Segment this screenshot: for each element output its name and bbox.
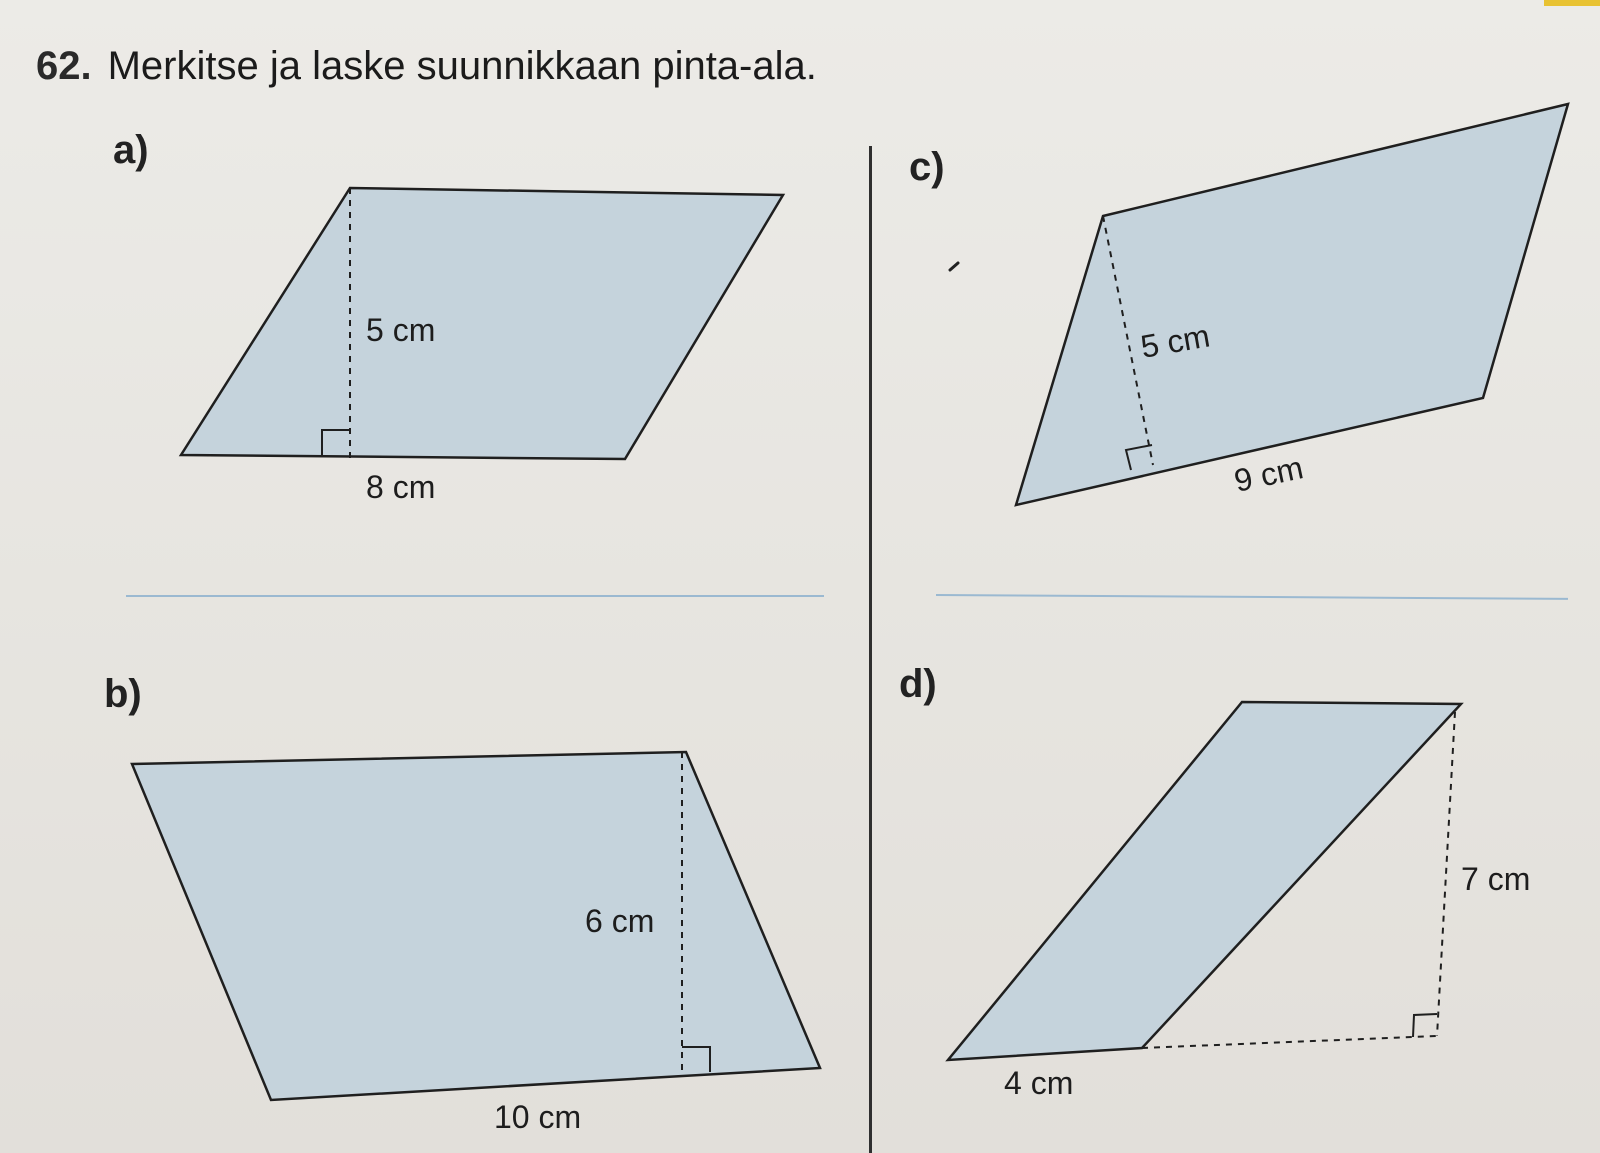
part-b-label: b)	[104, 672, 142, 716]
height-label-d: 7 cm	[1461, 861, 1531, 897]
parallelogram-c	[1016, 104, 1568, 505]
base-label-d: 4 cm	[1004, 1065, 1074, 1101]
base-extension-line-d	[1142, 1036, 1437, 1048]
height-label-a: 5 cm	[366, 312, 436, 348]
parallelogram-b	[132, 752, 820, 1100]
base-label-b: 10 cm	[494, 1099, 582, 1135]
base-label-c: 9 cm	[1230, 449, 1307, 499]
height-line-d	[1437, 712, 1455, 1036]
pen-mark	[950, 263, 958, 270]
figure-d	[948, 702, 1530, 1101]
task-number: 62.	[36, 44, 92, 88]
part-c-label: c)	[909, 145, 945, 189]
parallelogram-a	[181, 188, 783, 459]
part-a-label: a)	[113, 128, 149, 172]
figure-c	[950, 104, 1568, 505]
right-angle-marker-d	[1413, 1014, 1437, 1037]
height-label-b: 6 cm	[585, 903, 655, 939]
task-instruction: Merkitse ja laske suunnikkaan pinta-ala.	[107, 44, 817, 88]
base-label-a: 8 cm	[366, 469, 436, 505]
figure-a	[181, 188, 783, 505]
figure-b	[132, 752, 820, 1135]
height-label-c: 5 cm	[1137, 317, 1213, 365]
part-d-label: d)	[899, 662, 937, 706]
parallelogram-d	[948, 702, 1461, 1060]
